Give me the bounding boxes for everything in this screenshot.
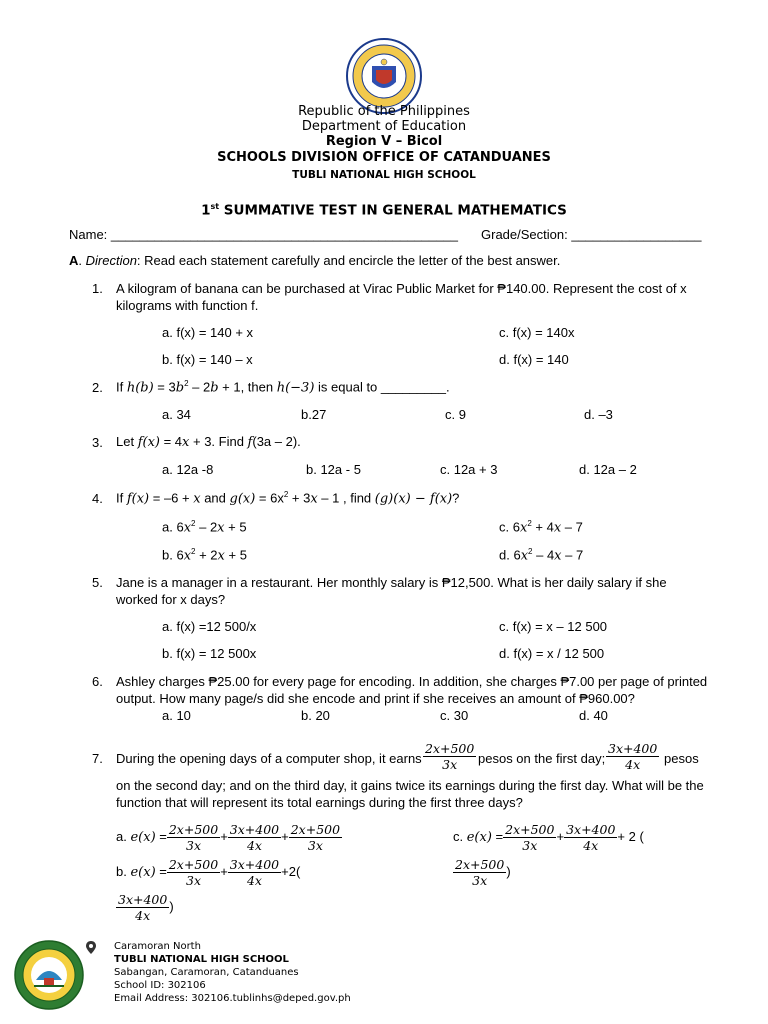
q1-choice-a: a. f(x) = 140 + x	[162, 325, 254, 340]
q1-choice-c: c. f(x) = 140x	[499, 325, 575, 340]
q3-number: 3.	[92, 435, 103, 450]
q5-choice-d: d. f(x) = x / 12 500	[499, 646, 605, 661]
footer-school: TUBLI NATIONAL HIGH SCHOOL	[114, 954, 289, 965]
q4-choice-c: c. $6x^2 + 4x - 7$	[499, 519, 583, 536]
q7-line3: function that will represent its total earnings during the first three days?	[116, 795, 523, 810]
direction: A. Direction: Read each statement carefully and encircle the letter of the best answer.	[69, 253, 561, 268]
q2-text: If $h(b) = 3b^2 - 2b + 1$, then h(−3) is equal to _________.	[116, 379, 450, 396]
q7-pre: During the opening days of a computer shop, it earns	[116, 751, 422, 766]
q1-choice-b: b. f(x) = 140 – x	[162, 352, 253, 367]
q4-choice-a: a. $6x^2 - 2x + 5$	[162, 519, 247, 536]
q6-line1: Ashley charges ₱25.00 for every page for encoding. In addition, she charges ₱7.00 per page of printed	[116, 674, 708, 689]
q7-fraction-day2: $\frac{3x+400}{4x}$	[608, 741, 658, 772]
q6-number: 6.	[92, 674, 103, 689]
q5-number: 5.	[92, 575, 103, 590]
q5-line1: Jane is a manager in a restaurant. Her monthly salary is ₱12,500. What is her daily salary if she	[116, 575, 667, 590]
q1-line1: A kilogram of banana can be purchased at Virac Public Market for ₱140.00. Represent the cost of x	[116, 281, 687, 296]
q6-choice-b: b. 20	[301, 708, 330, 723]
q2-number: 2.	[92, 380, 103, 395]
location-pin-icon	[86, 941, 96, 957]
q6-line2: output. How many page/s did she encode and print if she receives an amount of ₱960.00?	[116, 691, 635, 706]
q6-choice-d: d. 40	[579, 708, 608, 723]
name-field: Name: ________________________________________________	[69, 227, 458, 242]
test-title: 1st SUMMATIVE TEST IN GENERAL MATHEMATICS	[201, 202, 567, 219]
region-line: Region V – Bicol	[325, 134, 443, 149]
q7-fraction-day1: $\frac{2x+500}{3x}$	[425, 741, 475, 772]
q4-number: 4.	[92, 491, 103, 506]
q2-choice-b: b.27	[301, 407, 327, 422]
q3-choice-a: a. 12a -8	[162, 462, 214, 477]
q6-choice-a: a. 10	[162, 708, 191, 723]
q7-choice-b: b. e(x) = $\frac{2x+500}{3x}$ + $\frac{3x+400}{4x}$ +2(	[116, 857, 301, 888]
q3-text: Let f(x) = 4x + 3. Find f(3a – 2).	[116, 434, 301, 450]
q7-line2: on the second day; and on the third day, it gains twice its earnings during the first day. What will be the	[116, 778, 704, 793]
footer-school-id: School ID: 302106	[114, 980, 206, 991]
q1-number: 1.	[92, 281, 103, 296]
q4-text: If f(x) = –6 + x and $g(x) = 6x^2 + 3x - 1$ , find (g)(x) − f(x)?	[116, 490, 460, 507]
school-line: TUBLI NATIONAL HIGH SCHOOL	[292, 169, 476, 181]
q5-choice-a: a. f(x) =12 500/x	[162, 619, 257, 634]
republic-line: Republic of the Philippines	[298, 104, 470, 119]
q7-mid: pesos on the first day;	[478, 751, 606, 766]
q5-choice-c: c. f(x) = x – 12 500	[499, 619, 608, 634]
q7-choice-c: c. e(x) = $\frac{2x+500}{3x}$ + $\frac{3x+400}{4x}$ + 2 (	[453, 822, 644, 853]
q3-choice-b: b. 12a - 5	[306, 462, 361, 477]
school-seal	[14, 940, 84, 1010]
q7-choice-a: a. e(x) = $\frac{2x+500}{3x}$ + $\frac{3x+400}{4x}$ + $\frac{2x+500}{3x}$	[116, 822, 341, 853]
q1-line2: kilograms with function f.	[116, 298, 259, 313]
q7-choice-b-cont: $\frac{3x+400}{4x}$ )	[118, 892, 174, 923]
division-line: SCHOOLS DIVISION OFFICE OF CATANDUANES	[217, 150, 551, 165]
q1-choice-d: d. f(x) = 140	[499, 352, 569, 367]
department-line: Department of Education	[301, 119, 467, 134]
footer-email: Email Address: 302106.tublinhs@deped.gov.ph	[114, 993, 351, 1004]
footer-address1: Caramoran North	[114, 941, 201, 952]
q7-choice-c-cont: $\frac{2x+500}{3x}$ )	[455, 857, 511, 888]
q4-choice-d: d. $6x^2 - 4x - 7$	[499, 547, 584, 564]
q6-choice-c: c. 30	[440, 708, 469, 723]
footer-address2: Sabangan, Caramoran, Catanduanes	[114, 967, 299, 978]
q2-choice-a: a. 34	[162, 407, 191, 422]
q2-choice-c: c. 9	[445, 407, 466, 422]
q4-choice-b: b. $6x^2 + 2x + 5$	[162, 547, 247, 564]
deped-seal	[346, 38, 422, 114]
q5-choice-b: b. f(x) = 12 500x	[162, 646, 257, 661]
q5-line2: worked for x days?	[116, 592, 226, 607]
q2-choice-d: d. –3	[584, 407, 613, 422]
q7-number: 7.	[92, 751, 103, 766]
grade-section-field: Grade/Section: __________________	[481, 227, 702, 242]
q7-post: pesos	[664, 751, 699, 766]
q3-choice-c: c. 12a + 3	[440, 462, 498, 477]
q3-choice-d: d. 12a – 2	[579, 462, 637, 477]
footer-address	[114, 940, 351, 1005]
